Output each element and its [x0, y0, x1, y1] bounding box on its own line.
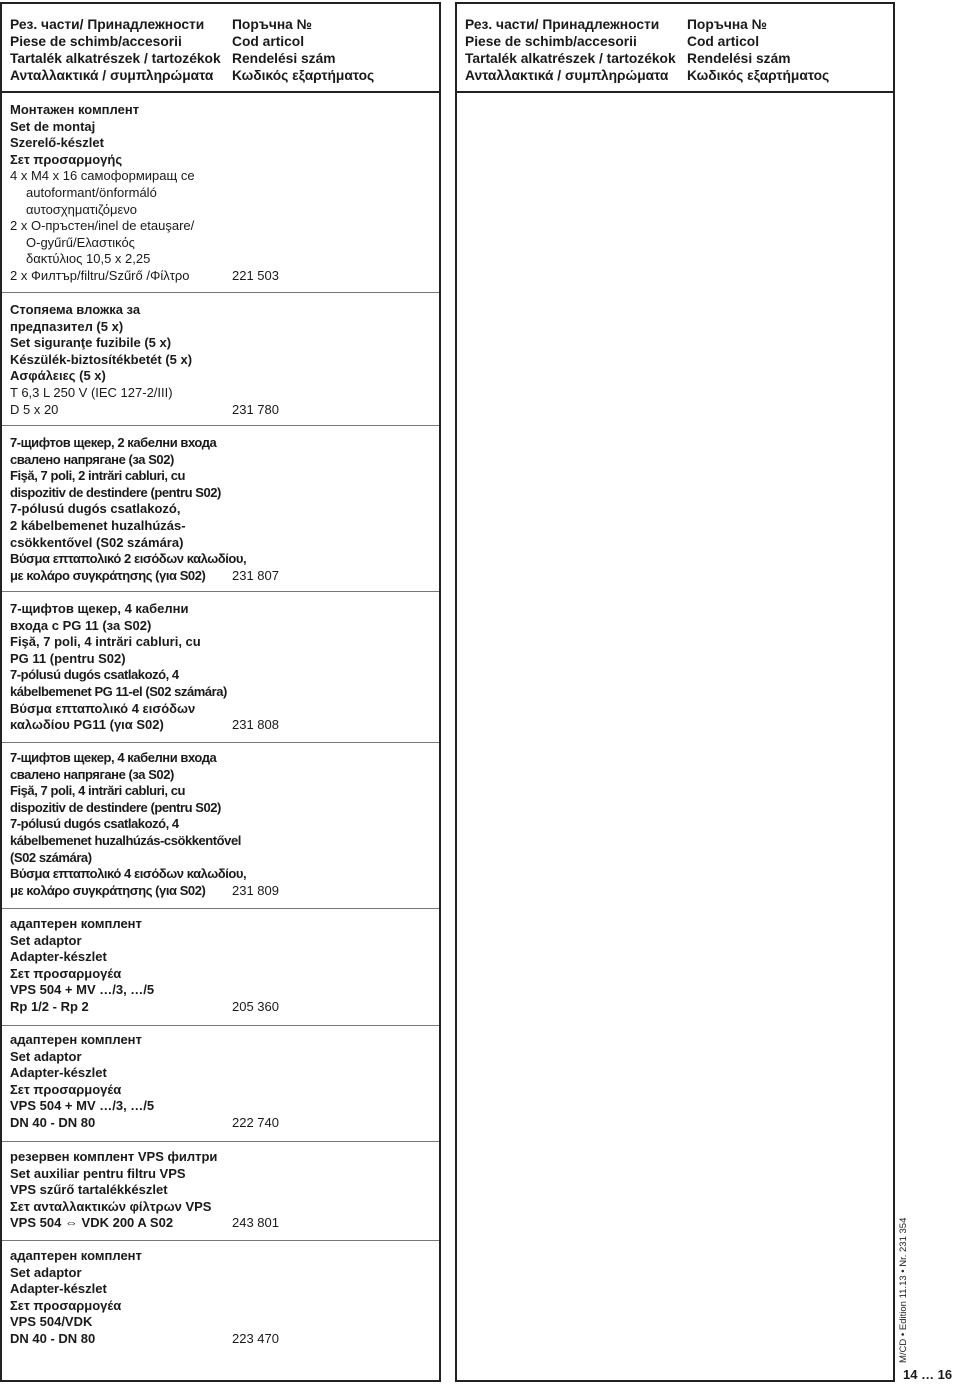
header-number-line: Κωδικός εξαρτήματος: [232, 68, 375, 83]
part-description-line: [10, 535, 435, 552]
part-description-text: Βύσμα επταπολικό 4 εισόδων: [10, 700, 196, 716]
part-description-line: [10, 1199, 435, 1216]
part-description-text: VPS 504 + MV …/3, …/5: [10, 1098, 155, 1114]
part-description-text: 2 x Филтър/filtru/Szűrő /Φίλτρο: [10, 267, 190, 283]
part-description-line: [10, 368, 435, 385]
part-description-text: Fişă, 7 poli, 4 intrări cabluri, cu: [10, 783, 185, 799]
header-label-column-right: [465, 16, 676, 84]
part-description-text: PG 11 (pentru S02): [10, 650, 126, 666]
part-description-text: Монтажен комплент: [10, 102, 140, 117]
part-description-line: [10, 866, 435, 883]
part-description-line: [10, 618, 435, 635]
part-description-line: [10, 933, 435, 950]
header-divider-right: [457, 91, 893, 93]
header-label-line: Ανταλλακτικά / συμπληρώματα: [465, 68, 669, 83]
order-number: 231 808: [232, 717, 279, 733]
entry-separator: [2, 425, 439, 426]
part-description-text: Стопяема вложка за: [10, 302, 141, 317]
part-description-text: Set adaptor: [10, 1264, 82, 1280]
part-description-text: резервен комплент VPS филтри: [10, 1149, 218, 1164]
part-entry: [10, 750, 435, 899]
part-description-line: [10, 335, 435, 352]
part-description-line: [10, 1265, 435, 1282]
part-description-text: D 5 x 20: [10, 401, 59, 417]
part-description-line: [10, 850, 435, 867]
header-number-line: Cod articol: [687, 34, 760, 49]
header-label-line: Tartalék alkatrészek / tartozékok: [465, 51, 676, 66]
part-entry: [10, 1032, 435, 1132]
part-description-line: [10, 634, 435, 651]
entry-separator: [2, 292, 439, 293]
part-description-line: [10, 485, 435, 502]
part-entry: [10, 302, 435, 418]
part-description-text: Ασφάλειες (5 x): [10, 368, 106, 384]
part-description-text: свалено напрягане (за S02): [10, 766, 174, 782]
header-label-line: Piese de schimb/accesorii: [465, 34, 637, 49]
part-description-text: kábelbemenet huzalhúzás-csökkentővel: [10, 832, 241, 848]
part-description-line: [10, 168, 435, 185]
part-description-line: [10, 435, 435, 452]
entry-separator: [2, 591, 439, 592]
part-description-line: [10, 717, 435, 734]
part-description-text: Σετ προσαρμογέα: [10, 965, 122, 981]
left-column-frame: [0, 2, 441, 1382]
part-description-line: [10, 551, 435, 568]
part-description-text: με κολάρο συγκράτησης (για S02): [10, 882, 206, 898]
part-description-text: Βύσμα επταπολικό 4 εισόδων καλωδίου,: [10, 866, 247, 882]
entry-separator: [2, 742, 439, 743]
part-description-text: kábelbemenet PG 11-el (S02 számára): [10, 683, 227, 699]
part-description-line: [10, 152, 435, 169]
part-description-text: Σετ προσαρμογέα: [10, 1297, 122, 1313]
part-description-line: [10, 1149, 435, 1166]
part-description-line: [10, 701, 435, 718]
part-description-text: VPS szűrő tartalékkészlet: [10, 1182, 168, 1198]
part-description-text: με κολάρο συγκράτησης (για S02): [10, 567, 206, 583]
edition-note: M/CD • Edition 11.13 • Nr. 231 354: [898, 1217, 909, 1363]
part-description-text: Set adaptor: [10, 1048, 82, 1064]
header-label-line: Tartalék alkatrészek / tartozékok: [10, 51, 221, 66]
part-description-line: [10, 202, 435, 219]
part-description-line: [10, 667, 435, 684]
part-description-line: [10, 402, 435, 419]
part-description-line: [10, 1248, 435, 1265]
order-number: 231 807: [232, 567, 279, 583]
part-description-line: [10, 816, 435, 833]
part-description-line: [10, 1032, 435, 1049]
part-description-text: 7-pólusú dugós csatlakozó, 4: [10, 816, 179, 832]
part-description-text: Fişă, 7 poli, 2 intrări cabluri, cu: [10, 468, 185, 484]
part-description-line: [10, 568, 435, 585]
part-description-line: [10, 982, 435, 999]
part-description-text: Készülék-biztosítékbetét (5 x): [10, 351, 193, 367]
part-description-line: [10, 966, 435, 983]
part-description-text: (S02 számára): [10, 849, 92, 865]
header-number-line: Поръчна №: [687, 17, 768, 32]
part-description-text: Βύσμα επταπολικό 2 εισόδων καλωδίου,: [10, 551, 247, 567]
part-description-line: [10, 119, 435, 136]
header-label-line: Ανταλλακτικά / συμπληρώματα: [10, 68, 214, 83]
part-description-text: VPS 504 ⇔ VDK 200 A S02: [10, 1215, 174, 1231]
part-description-text: VPS 504/VDK: [10, 1314, 93, 1330]
entry-separator: [2, 908, 439, 909]
part-description-line: [10, 518, 435, 535]
part-description-text: 7-щифтов щекер, 4 кабелни входа: [10, 750, 217, 765]
part-description-line: [10, 235, 435, 252]
part-description-line: [10, 135, 435, 152]
header-divider: [2, 91, 439, 93]
part-description-text: csökkentővel (S02 számára): [10, 534, 184, 550]
part-entry: [10, 1248, 435, 1348]
part-description-text: Adapter-készlet: [10, 1065, 107, 1081]
part-description-text: 4 x M4 x 16 самоформиращ се: [10, 168, 195, 184]
part-description-text: 7-щифтов щекер, 4 кабелни: [10, 601, 189, 616]
part-description-line: [10, 319, 435, 336]
entry-separator: [2, 1240, 439, 1241]
order-number: 231 809: [232, 882, 279, 898]
part-description-line: [10, 468, 435, 485]
part-entry: [10, 1149, 435, 1232]
part-description-text: Set auxiliar pentru filtru VPS: [10, 1165, 186, 1181]
part-description-text: Szerelő-készlet: [10, 135, 104, 151]
header-label-line: Рез. части/ Принадлежности: [465, 17, 660, 32]
part-description-line: [10, 999, 435, 1016]
part-description-line: [10, 684, 435, 701]
part-description-text: καλωδίου PG11 (για S02): [10, 717, 164, 733]
part-description-line: [10, 102, 435, 119]
part-description-line: [10, 651, 435, 668]
order-number: 222 740: [232, 1114, 279, 1130]
header-number-line: Поръчна №: [232, 17, 313, 32]
header-number-line: Cod articol: [232, 34, 305, 49]
part-description-text: входа с PG 11 (за S02): [10, 617, 152, 633]
part-description-text: свалено напрягане (за S02): [10, 451, 174, 467]
part-entry: [10, 435, 435, 584]
part-description-line: [10, 452, 435, 469]
header-number-line: Rendelési szám: [687, 51, 791, 66]
part-description-text: Set siguranţe fuzibile (5 x): [10, 335, 172, 351]
order-number: 223 470: [232, 1330, 279, 1346]
part-description-line: [10, 1215, 435, 1232]
header-number-column: [232, 16, 374, 84]
part-description-text: 2 kábelbemenet huzalhúzás-: [10, 517, 186, 533]
right-column-frame: [455, 2, 895, 1382]
part-description-text: Adapter-készlet: [10, 949, 107, 965]
part-description-line: [10, 800, 435, 817]
header-number-line: Κωδικός εξαρτήματος: [687, 68, 830, 83]
part-description-line: [10, 185, 435, 202]
header-label-line: Рез. части/ Принадлежности: [10, 17, 205, 32]
part-description-line: [10, 1298, 435, 1315]
header-number-column-right: [687, 16, 829, 84]
order-number: 221 503: [232, 267, 279, 283]
part-description-text: Σετ προσαρμογής: [10, 151, 123, 167]
part-description-line: [10, 385, 435, 402]
part-description-line: [10, 1182, 435, 1199]
part-description-text: VPS 504 + MV …/3, …/5: [10, 982, 155, 998]
part-description-line: [10, 302, 435, 319]
part-description-text: 7-щифтов щекер, 2 кабелни входа: [10, 435, 217, 450]
part-description-text: предпазител (5 x): [10, 318, 124, 334]
order-number: 205 360: [232, 998, 279, 1014]
page-range: 14 … 16: [903, 1367, 953, 1382]
part-description-text: DN 40 - DN 80: [10, 1114, 96, 1130]
part-description-line: [10, 750, 435, 767]
part-description-line: [10, 883, 435, 900]
part-description-text: O-gyűrű/Ελαστικός: [26, 234, 135, 250]
part-description-text: autoformant/önformáló: [26, 184, 157, 200]
part-description-text: Rp 1/2 - Rp 2: [10, 998, 89, 1014]
part-description-line: [10, 1331, 435, 1348]
part-description-line: [10, 251, 435, 268]
part-description-text: DN 40 - DN 80: [10, 1330, 96, 1346]
entry-separator: [2, 1141, 439, 1142]
part-description-line: [10, 767, 435, 784]
part-description-line: [10, 218, 435, 235]
part-description-line: [10, 268, 435, 285]
part-description-text: αυτοσχηματιζόμενο: [26, 201, 138, 217]
part-description-line: [10, 783, 435, 800]
part-description-text: Adapter-készlet: [10, 1281, 107, 1297]
part-description-text: адаптерен комплент: [10, 1032, 142, 1047]
part-description-text: Fişă, 7 poli, 4 intrări cabluri, cu: [10, 634, 201, 650]
part-description-text: δακτύλιος 10,5 x 2,25: [26, 251, 151, 267]
part-description-text: dispozitiv de destindere (pentru S02): [10, 799, 221, 815]
part-description-line: [10, 949, 435, 966]
part-description-line: [10, 1314, 435, 1331]
part-description-text: Σετ ανταλλακτικών φίλτρων VPS: [10, 1198, 212, 1214]
part-entry: [10, 102, 435, 285]
part-description-text: dispozitiv de destindere (pentru S02): [10, 484, 221, 500]
entry-separator: [2, 1025, 439, 1026]
order-number: 243 801: [232, 1215, 279, 1231]
part-entry: [10, 916, 435, 1016]
part-description-line: [10, 1098, 435, 1115]
header-label-line: Piese de schimb/accesorii: [10, 34, 182, 49]
part-description-line: [10, 916, 435, 933]
part-description-text: 2 x O-пръстен/inel de etauşare/: [10, 218, 195, 234]
part-description-line: [10, 1082, 435, 1099]
part-description-text: Set adaptor: [10, 932, 82, 948]
part-description-text: T 6,3 L 250 V (IEC 127-2/III): [10, 384, 173, 400]
part-description-line: [10, 352, 435, 369]
part-description-text: Set de montaj: [10, 118, 96, 134]
part-description-text: Σετ προσαρμογέα: [10, 1081, 122, 1097]
part-description-line: [10, 1049, 435, 1066]
part-description-line: [10, 601, 435, 618]
order-number: 231 780: [232, 401, 279, 417]
part-description-text: 7-pólusú dugós csatlakozó,: [10, 501, 181, 517]
part-description-text: адаптерен комплент: [10, 916, 142, 931]
part-description-line: [10, 1166, 435, 1183]
part-description-line: [10, 1115, 435, 1132]
part-description-line: [10, 501, 435, 518]
part-description-text: адаптерен комплент: [10, 1248, 142, 1263]
part-description-line: [10, 1065, 435, 1082]
header-number-line: Rendelési szám: [232, 51, 336, 66]
part-description-line: [10, 833, 435, 850]
part-description-line: [10, 1281, 435, 1298]
header-label-column: [10, 16, 221, 84]
part-description-text: 7-pólusú dugós csatlakozó, 4: [10, 667, 179, 683]
part-entry: [10, 601, 435, 734]
